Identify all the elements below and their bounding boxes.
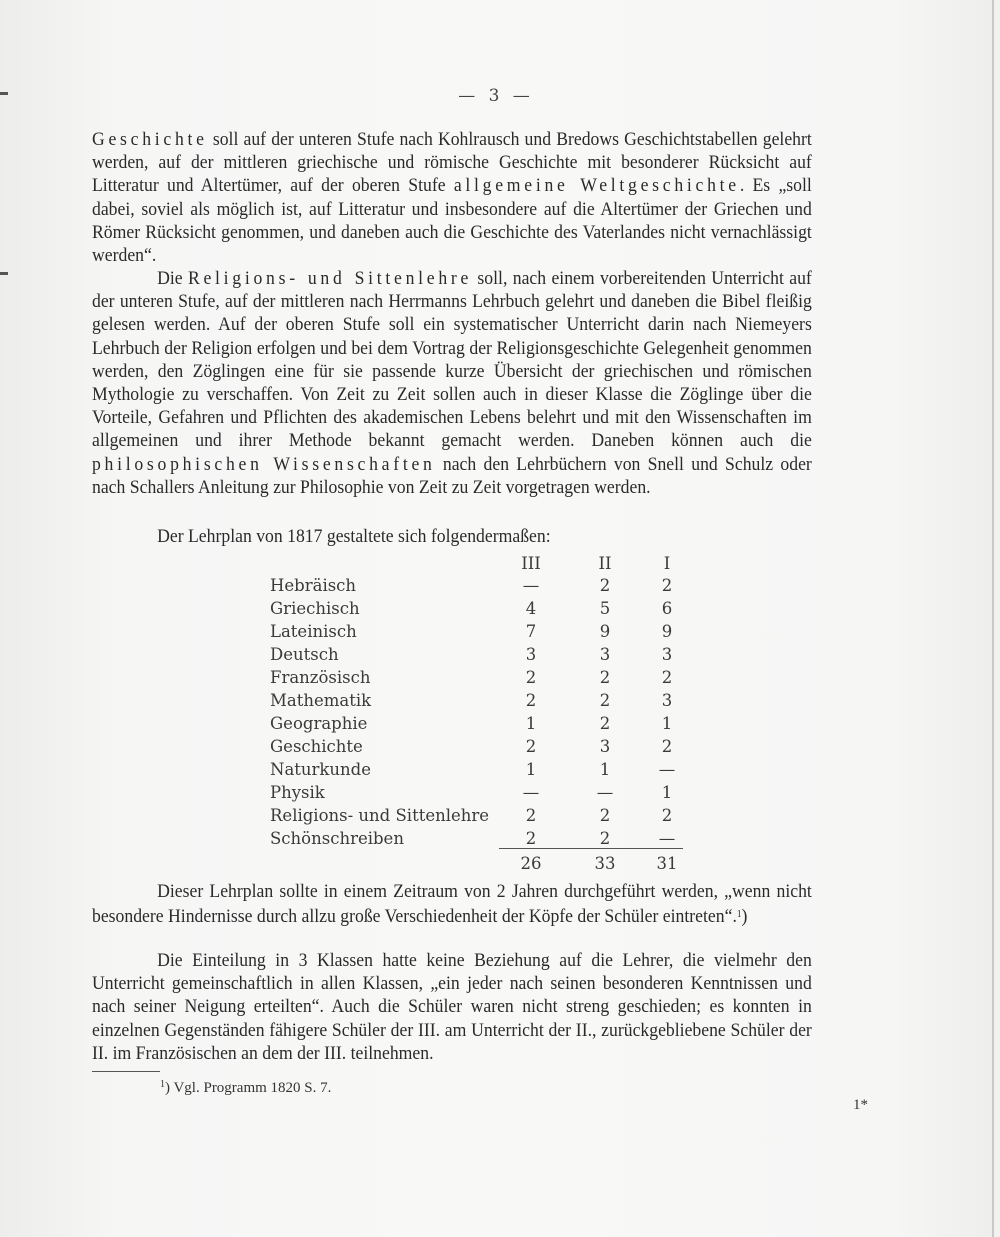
paragraph-einteilung: Die Einteilung in 3 Klassen hatte keine Beziehung auf die Lehrer, die vielmehr den Unterricht gemeinschaftlich in allen Klassen, „ein jeder nach seinen besonderen Kenntnissen und nach seiner Neigung erteilten“. Auch die Schüler waren nicht streng geschieden; es konnten in einzelnen Gegenständen fähigere Schüler der III. am Unterricht der II., zurückgebliebene Schüler der II. im Französischen an dem der III. teilnehmen. [92,950,812,1064]
paragraph-zeitraum: Dieser Lehrplan sollte in einem Zeitraum von 2 Jahren durchgeführt werden, „wenn nicht besondere Hindernisse durch allzu große Verschiedenheit der Köpfe der Schüler eintreten“.$^1$) [92,881,812,928]
spaced-term: Geschichte [92,129,208,150]
footnote-ref: 1 [736,909,742,921]
paragraph-religion: Die Religions- und Sittenlehre soll, nach einem vorbereitenden Unterricht auf der unteren Stufe, auf der mittleren nach Herrmanns Lehrbuch gelehrt und daneben die Bibel fleißig gelesen werden. Auf der oberen Stufe soll ein systematischer Unterricht darin nach Niemeyers Lehrbuch der Religion erfolgen und bei dem Vortrag der Religionsgeschichte Gelegenheit genommen werden, den Zöglingen eine für sie passende kurze Übersicht der griechischen und römischen Mythologie zu verschaffen. Von Zeit zu Zeit sollen auch in dieser Klasse die Zöglinge über die Vorteile, Gefahren und Pflichten des akademischen Lebens belehrt und mit den Wissenschaften im allgemeinen und ihrer Methode bekannt gemacht werden. Daneben können auch die philosophischen Wissenschaften nach den Lehrbüchern von Snell und Schulz oder nach Schallers Anleitung zur Philosophie von Zeit zu Zeit vorgetragen werden. [92,268,812,498]
signature-mark: 1* [853,1097,868,1113]
column-header: II [598,554,612,573]
scan-edge-mark [0,272,8,275]
column-header: I [663,554,671,573]
spaced-term: Religions- und Sittenlehre [187,268,473,289]
footnote-divider [92,1071,160,1072]
document-page: — 3 — Geschichte soll auf der unteren Stufe nach Kohlrausch und Bredows Geschichtstabellen gelehrt werden, auf der mittleren griechische und römische Geschichte mit besonderer Rücksicht auf Litteratur und Altertümer, auf der oberen Stufe allgemeine Weltgeschichte. Es „soll dabei, soviel als möglich ist, auf Litteratur und insbesondere auf die Altertümer der Griechen und Römer Rücksicht genommen, und daneben auch die Geschichte des Vaterlandes nicht vernachlässigt werden“. Die Religions- und Sittenlehre soll, nach einem vorbereitenden Unterricht auf der unteren Stufe, auf der mittleren nach Herrmanns Lehrbuch gelehrt und daneben die Bibel fleißig gelesen werden. Auf der oberen Stufe soll ein systematischer Unterricht darin nach Niemeyers Lehrbuch der Religion erfolgen und bei dem Vortrag der Religionsgeschichte Gelegenheit genommen werden, den Zöglingen eine für sie passende kurze Übersicht der griechischen und römischen Mythologie zu verschaffen. Von Zeit zu Zeit sollen auch in dieser Klasse die Zöglinge über die Vorteile, Gefahren und Pflichten des akademischen Lebens belehrt und mit den Wissenschaften im allgemeinen und ihrer Methode bekannt gemacht werden. Daneben können auch die philosophischen Wissenschaften nach den Lehrbüchern von Snell und Schulz oder nach Schallers Anleitung zur Philosophie von Zeit zu Zeit vorgetragen werden. Der Lehrplan von 1817 gestaltete sich folgendermaßen: III II I Hebräisch — 2 2 Griechisch 4 5 6 Lateinisch 7 9 9 Deutsch 3 3 3 Französisch 2 2 2 Mathematik 2 2 3 Geographie 1 2 1 Geschichte 2 3 2 Naturkunde 1 1 — Physik — — 1 Religions- und Sittenlehre 2 2 2 Schönschreiben 2 2 — 26 33 31 Dieser Lehrplan sollte in einem Zeitraum von 2 Jahren durchgeführt werden, „wenn nicht besondere Hindernisse durch allzu große Verschiedenheit der Köpfe der Schüler eintreten“.$^1$) Die Einteilung in 3 Klassen hatte keine Beziehung auf die Lehrer, die vielmehr den Unterricht gemeinschaftlich in allen Klassen, „ein jeder nach seinen besonderen Kenntnissen und nach seiner Neigung erteilten“. Auch die Schüler waren nicht streng geschieden; es konnten in einzelnen Gegenständen fähigere Schüler der III. am Unterricht der II., zurückgebliebene Schüler der II. im Französischen an dem der III. teilnehmen. $^1$) Vgl. Programm 1820 S. 7. 1* [0,0,994,1237]
spaced-term: philosophischen Wissenschaften [92,453,436,475]
paragraph-geschichte: Geschichte soll auf der unteren Stufe nach Kohlrausch und Bredows Geschichtstabellen gelehrt werden, auf der mittleren griechische und römische Geschichte mit besonderer Rücksicht auf Litteratur und Altertümer, auf der oberen Stufe allgemeine Weltgeschichte. Es „soll dabei, soviel als möglich ist, auf Litteratur und insbesondere auf die Altertümer der Griechen und Römer Rücksicht genommen, und daneben auch die Geschichte des Vaterlandes nicht vernachlässigt werden“. [92,129,812,267]
spaced-term: allgemeine Weltgeschichte [453,175,740,197]
page-number: — 3 — [458,86,534,106]
footnote: $^1$) Vgl. Programm 1820 S. 7. [160,1079,332,1096]
sum-divider [499,848,683,849]
paragraph-lehrplan-intro: Der Lehrplan von 1817 gestaltete sich folgendermaßen: [157,526,551,547]
column-header: III [521,554,541,573]
